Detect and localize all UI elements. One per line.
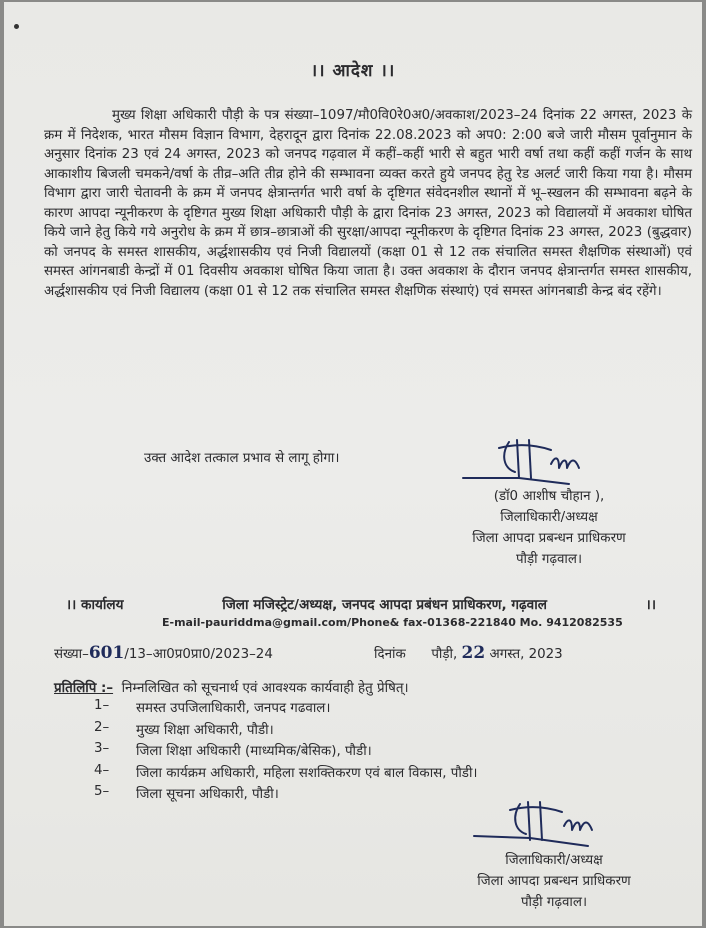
list-item-text: जिला कार्यक्रम अधिकारी, महिला सशक्तिकरण एवं बाल विकास, पौडी। — [136, 765, 478, 781]
order-paragraph: मुख्य शिक्षा अधिकारी पौड़ी के पत्र संख्या–1097/मौ0वि0रे0अ0/अवकाश/2023–24 दिनांक 22 अगस्त, 2023 के क्रम में निदेशक, भारत मौसम विज्ञान विभाग, देहरादून द्वारा दिनांक 22.08.2023 को अप0: 2:00 बजे जारी मौसम पूर्वानुमान के अनुसार दिनांक 23 एवं 24 अगस्त, 2023 को जनपद गढ़वाल में कहीं–कहीं भारी से बहुत भारी वर्षा तथा कहीं कहीं गर्जन के साथ आकाशीय बिजली चमकने/वर्षा के तीव्र–अति तीव्र होने की सम्भावना व्यक्त करते हुये जनपद हेतु रेड अलर्ट जारी किया गया है। मौसम विभाग द्वारा जारी चेतावनी के क्रम में जनपद क्षेत्रान्तर्गत भारी वर्षा के दृष्टिगत संवेदनशील स्थानों में भू–स्खलन की सम्भावना बढ़ने के कारण आपदा न्यूनीकरण के दृष्टिगत मुख्य शिक्षा अधिकारी पौड़ी के द्वारा दिनांक 23 अगस्त, 2023 को विद्यालयों में अवकाश घोषित किये जाने हेतु किये गये अनुरोध के क्रम में छात्र–छात्राओं की सुरक्षा/आपदा न्यूनीकरण के दृष्टिगत दिनांक 23 अगस्त, 2023 (बुद्धवार) को जनपद के समस्त शासकीय, अर्द्धशासकीय एवं निजी विद्यालयों (कक्षा 01 से 12 तक संचालित समस्त शैक्षणिक संस्थाओं) एवं समस्त आंगनबाडी केन्द्रों में 01 दिवसीय अवकाश घोषित किया जाता है। उक्त अवकाश के दौरान जनपद क्षेत्रान्तर्गत समस्त शासकीय, अर्द्धशासकीय एवं निजी विद्यालय (कक्षा 01 से 12 तक संचालित समस्त शैक्षणिक संस्थाएं) एवं समस्त आंगनबाडी केन्द्र बंद रहेंगे। — [44, 108, 692, 299]
signatory-2-designation: जिलाधिकारी/अध्यक्ष — [505, 853, 603, 868]
list-item-text: जिला शिक्षा अधिकारी (माध्यमिक/बेसिक), पौडी। — [136, 744, 372, 759]
order-body — [44, 106, 692, 301]
effect-line: उक्त आदेश तत्काल प्रभाव से लागू होगा। — [144, 451, 340, 466]
reference-handwritten-no: 601 — [88, 643, 125, 663]
list-item-text: मुख्य शिक्षा अधिकारी, पौडी। — [136, 722, 274, 738]
ink-speck — [14, 24, 19, 29]
copy-to-label: प्रतिलिपि :– — [54, 681, 114, 696]
list-item-number: 5– — [94, 784, 110, 799]
signatory-2-body: जिला आपदा प्रबन्धन प्राधिकरण — [477, 874, 631, 889]
list-item-number: 1– — [94, 698, 110, 713]
office-center: जिला मजिस्ट्रेट/अध्यक्ष, जनपद आपदा प्रबंधन प्राधिकरण, गढ़वाल — [222, 597, 547, 613]
date-label: दिनांक — [374, 647, 406, 662]
document-page — [4, 2, 702, 926]
list-item — [94, 698, 478, 720]
signatory-1-block — [444, 486, 654, 570]
date-handwritten-day: 22 — [461, 643, 486, 663]
signatory-2-place: पौड़ी गढ़वाल। — [520, 895, 588, 910]
list-item-text: समस्त उपजिलाधिकारी, जनपद गढवाल। — [136, 701, 331, 716]
office-line — [66, 594, 656, 613]
signatory-1-designation: जिलाधिकारी/अध्यक्ष — [500, 510, 598, 525]
office-contact: E-mail-pauriddma@gmail.com/Phone& fax-01368-221840 Mo. 9412082535 — [162, 616, 623, 629]
date-month-year: अगस्त, 2023 — [489, 647, 563, 662]
signatory-1-place: पौड़ी गढ़वाल। — [515, 552, 583, 567]
date-place: पौड़ी, — [431, 647, 458, 662]
list-item — [94, 763, 478, 785]
list-item-number: 4– — [94, 762, 110, 778]
reference-number — [54, 643, 273, 663]
list-item-number: 3– — [94, 741, 110, 756]
list-item-number: 2– — [94, 719, 110, 735]
copy-to-list — [94, 698, 478, 806]
list-item-text: जिला सूचना अधिकारी, पौडी। — [136, 787, 279, 802]
office-left: ।। कार्यालय — [66, 597, 124, 613]
signatory-1-name: (डॉ0 आशीष चौहान ), — [493, 489, 605, 504]
signatory-2-block — [449, 850, 659, 913]
copy-to-heading — [54, 678, 409, 696]
signature-2 — [470, 798, 620, 854]
reference-prefix: संख्या– — [54, 647, 89, 662]
signature-1 — [459, 434, 609, 490]
order-heading: ।। आदेश ।। — [310, 61, 396, 81]
reference-suffix: /13–आ0प्र0प्रा0/2023–24 — [124, 647, 273, 662]
copy-to-intro: निम्नलिखित को सूचनार्थ एवं आवश्यक कार्यवाही हेतु प्रेषित्। — [121, 681, 409, 696]
office-right: ।। — [645, 597, 656, 613]
signatory-1-body: जिला आपदा प्रबन्धन प्राधिकरण — [472, 531, 626, 546]
list-item — [94, 784, 478, 806]
list-item — [94, 720, 478, 742]
reference-date — [374, 643, 563, 663]
list-item — [94, 741, 478, 763]
